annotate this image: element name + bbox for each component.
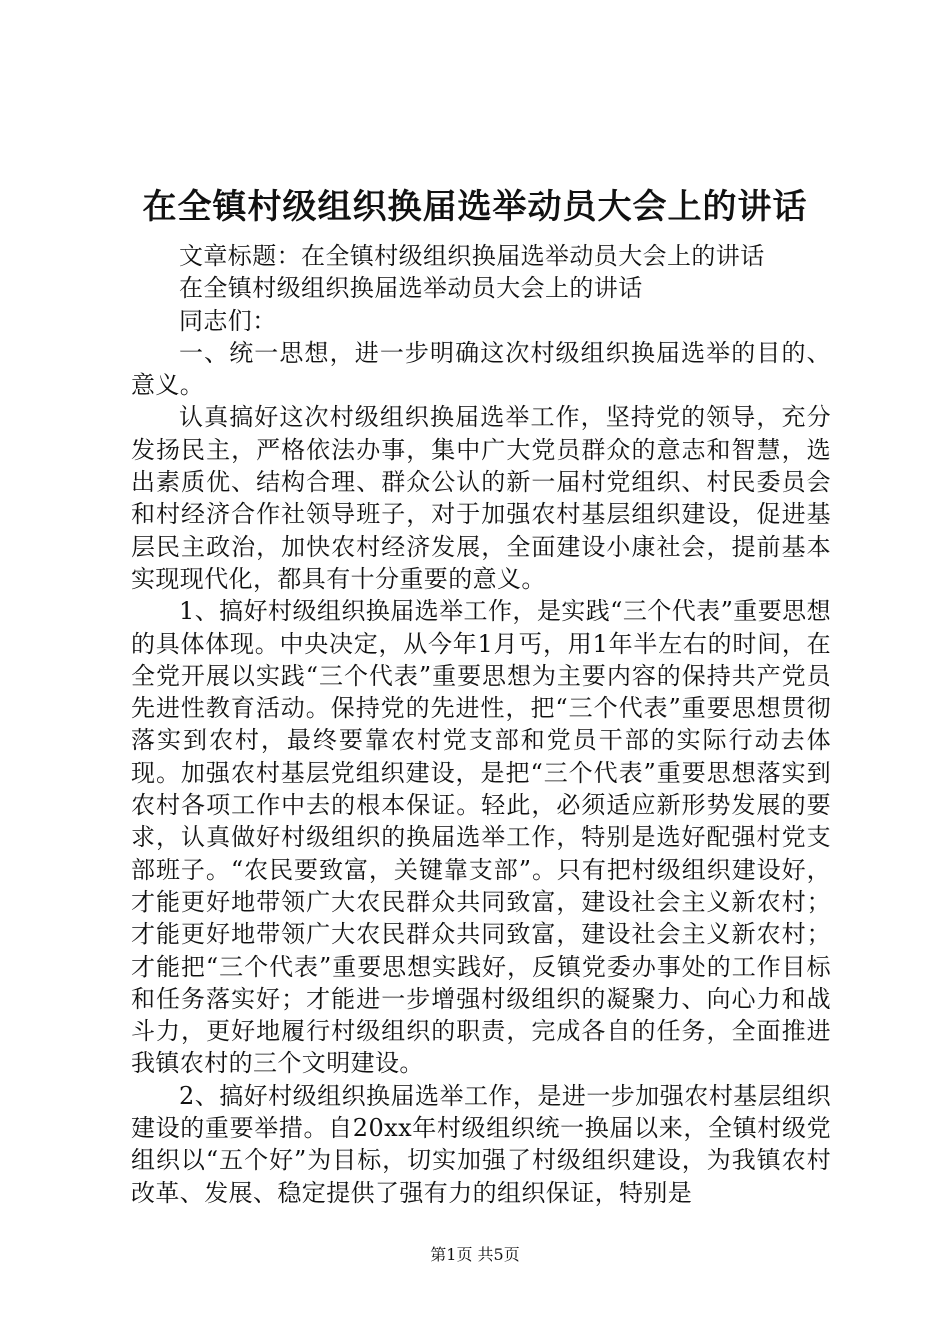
page-number: 第1页 共5页 — [430, 1245, 520, 1264]
document-title: 在全镇村级组织换届选举动员大会上的讲话 — [142, 187, 808, 227]
paragraph-section-heading: 一、统一思想，进一步明确这次村级组织换届选举的目的、意义。 — [131, 338, 831, 400]
paragraph-article-title: 文章标题：在全镇村级组织换届选举动员大会上的讲话 — [179, 242, 765, 270]
document-body — [131, 240, 831, 1209]
paragraph-speech-title: 在全镇村级组织换届选举动员大会上的讲话 — [179, 274, 643, 303]
paragraph-body: 认真搞好这次村级组织换届选举工作，坚持党的领导，充分发扬民主，严格依法办事，集中广大党员群众的意志和智慧，选出素质优、结构合理、群众公认的新一届村党组织、村民委员会和村经济合作社领导班子，对于加强农村基层组织建设，促进基层民主政治，加快农村经济发展，全面建设小康社会，提前基本实现现代化，都具有十分重要的意义。 — [131, 403, 831, 593]
paragraph-salutation: 同志们： — [179, 306, 277, 335]
paragraph-point-1: 1、搞好村级组织换届选举工作，是实践“三个代表”重要思想的具体体现。中央决定，从今年1月丐，用1年半左右的时间，在全党开展以实践“三个代表”重要思想为主要内容的保持共产党员先进性教育活动。保持党的先进性，把“三个代表”重要思想贯彻落实到农村，最终要靠农村党支部和党员干部的实际行动去体现。加强农村基层党组织建设，是把“三个代表”重要思想落实到农村各项工作中去的根本保证。轻此，必须适应新形势发展的要求，认真做好村级组织的换届选举工作，特别是选好配强村党支部班子。“农民要致富，关键靠支部”。只有把村级组织建设好，才能更好地带领广大农民群众共同致富，建设社会主义新农村；才能更好地带领广大农民群众共同致富，建设社会主义新农村；才能把“三个代表”重要思想实践好，反镇党委办事处的工作目标和任务落实好；才能进一步增强村级组织的凝聚力、向心力和战斗力，更好地履行村级组织的职责，完成各自的任务，全面推进我镇农村的三个文明建设。 — [131, 597, 831, 1078]
paragraph-point-2: 2、搞好村级组织换届选举工作，是进一步加强农村基层组织建设的重要举措。自20xx年村级组织统一换届以来，全镇村级党组织以“五个好”为目标，切实加强了村级组织建设，为我镇农村改革、发展、稳定提供了强有力的组织保证，特别是 — [131, 1081, 831, 1207]
